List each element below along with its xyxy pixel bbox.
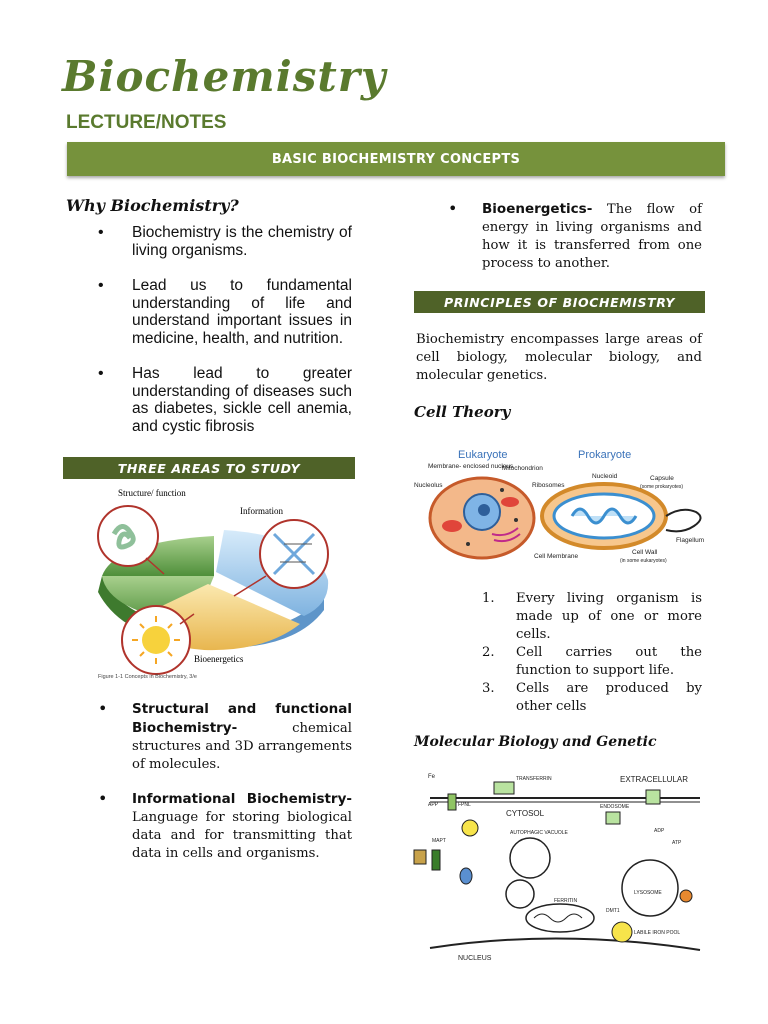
- molecular-figure: [410, 768, 710, 964]
- desc-bioenergetics: The flow of energy in living organisms and how it is transferred from one process to another.: [482, 202, 702, 271]
- cell-theory-heading: Cell Theory: [414, 403, 511, 421]
- term-informational: Informational Biochemistry-: [132, 791, 352, 807]
- bioenergetics-list: [448, 200, 702, 289]
- molecular-heading: Molecular Biology and Genetic: [414, 734, 657, 750]
- three-areas-list: [98, 700, 352, 879]
- label-mitochondrion: Mitochondrion: [502, 465, 543, 472]
- label-transferrin: TRANSFERRIN: [516, 776, 552, 782]
- label-membrane-nucleus: Membrane- enclosed nucleus: [428, 463, 514, 470]
- label-dmt1: DMT1: [606, 908, 620, 914]
- desc-structural: chemical structures and 3D arrangements of molecules.: [132, 721, 352, 772]
- label-structure: Structure/ function: [118, 488, 186, 498]
- label-nucleoid: Nucleoid: [592, 473, 618, 480]
- list-item: 1. Every living organism is made up of one or more cells.: [482, 591, 702, 642]
- label-fe: Fe: [428, 774, 436, 780]
- label-autophagic: AUTOPHAGIC VACUOLE: [510, 830, 568, 836]
- list-item: • Has lead to greater understanding of diseases such as diabetes, sickle cell anemia, and cystic fibrosis: [98, 365, 352, 435]
- list-item: • Lead us to fundamental understanding of life and understand important issues in medicine, health, and nutrition.: [98, 277, 352, 347]
- label-fpnl: FPNL: [458, 802, 471, 808]
- document-title: Biochemistry: [62, 52, 387, 101]
- label-nucleolus: Nucleolus: [414, 482, 443, 489]
- why-heading: Why Biochemistry?: [66, 196, 239, 215]
- label-endosome: ENDOSOME: [600, 804, 630, 810]
- label-information: Information: [240, 506, 283, 516]
- three-areas-figure: [84, 484, 354, 684]
- list-item: 3. Cells are produced by other cells: [482, 681, 702, 714]
- label-extracellular: EXTRACELLULAR: [620, 775, 689, 784]
- label-cytosol: CYTOSOL: [506, 809, 545, 818]
- list-item: [448, 200, 702, 273]
- principles-heading: PRINCIPLES OF BIOCHEMISTRY: [414, 291, 705, 313]
- label-cell-wall: Cell Wall: [632, 549, 658, 556]
- label-capsule: Capsule: [650, 475, 674, 482]
- label-cell-wall-note: (in some eukaryotes): [620, 558, 667, 564]
- list-item: [98, 790, 352, 863]
- list-item: [98, 700, 352, 774]
- cell-theory-list: [482, 590, 702, 716]
- figure-caption: Figure 1-1 Concepts in Biochemistry, 3/e: [98, 674, 197, 680]
- desc-informational: Language for storing biological data and for transmitting that data in cells and organisms.: [132, 810, 352, 861]
- why-list: [98, 224, 352, 453]
- label-atp: ATP: [672, 840, 682, 846]
- cell-figure: [412, 440, 712, 572]
- label-cell-membrane: Cell Membrane: [534, 553, 579, 560]
- label-mapt: MAPT: [432, 838, 446, 844]
- term-structural: Structural and functional Biochemistry-: [132, 701, 352, 736]
- label-app: APP: [428, 802, 439, 808]
- label-ribosomes: Ribosomes: [532, 482, 565, 489]
- term-bioenergetics: Bioenergetics-: [482, 201, 593, 217]
- label-ferritin: FERRITIN: [554, 898, 578, 904]
- list-item: • Biochemistry is the chemistry of living organisms.: [98, 224, 352, 259]
- document-subtitle: LECTURE/NOTES: [66, 112, 227, 133]
- label-nucleus: NUCLEUS: [458, 955, 492, 962]
- principles-text: Biochemistry encompasses large areas of cell biology, molecular biology, and molecular genetics.: [416, 332, 702, 383]
- three-areas-heading: THREE AREAS TO STUDY: [63, 457, 355, 479]
- label-adp: ADP: [654, 828, 665, 834]
- label-bioenergetics: Bioenergetics: [194, 654, 244, 664]
- label-lysosome: LYSOSOME: [634, 890, 662, 896]
- label-capsule-note: (some prokaryotes): [640, 484, 684, 490]
- main-banner: BASIC BIOCHEMISTRY CONCEPTS: [67, 142, 725, 176]
- label-flagellum: Flagellum: [676, 537, 705, 544]
- label-eukaryote: Eukaryote: [458, 449, 508, 461]
- list-item: 2. Cell carries out the function to support life.: [482, 645, 702, 678]
- label-prokaryote: Prokaryote: [578, 449, 632, 461]
- label-labile-pool: LABILE IRON POOL: [634, 930, 681, 936]
